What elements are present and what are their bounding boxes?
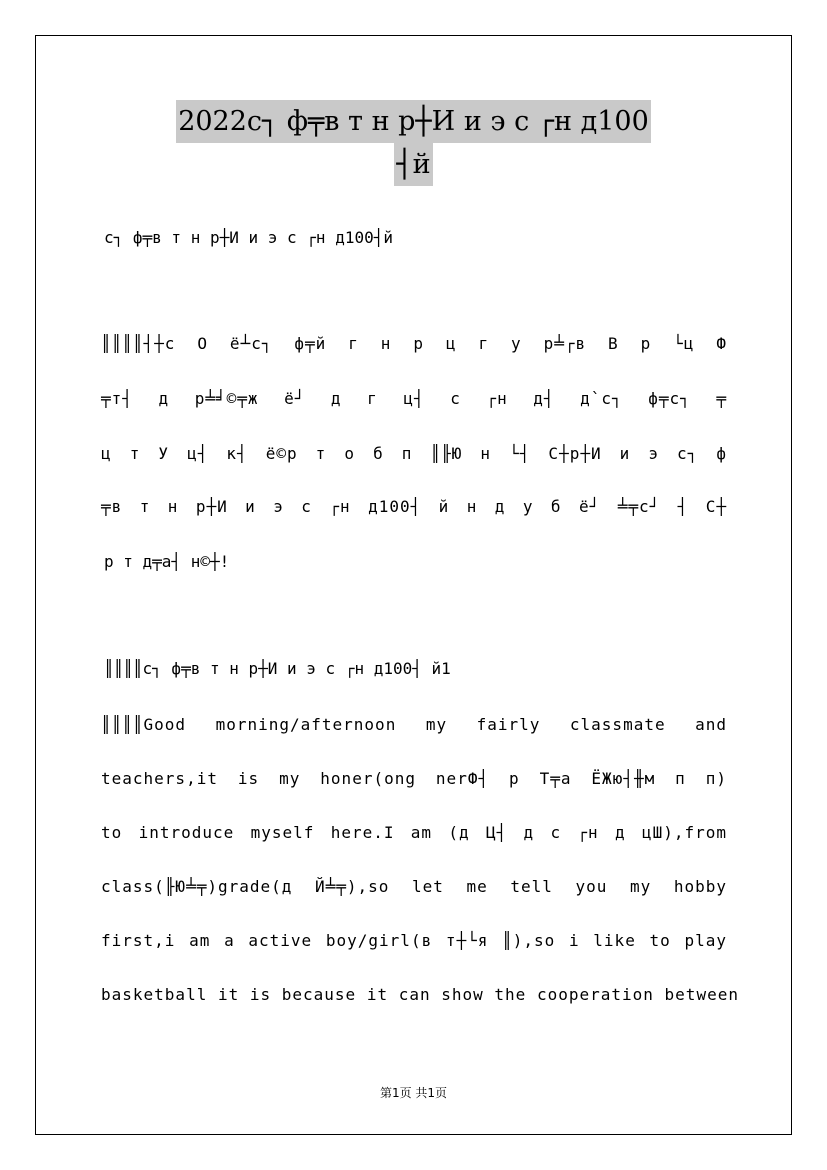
body-line-2: teachers,it is my honer(ong nerФ┤ р Т╤а ЁЖю┤╫м п п) bbox=[101, 769, 727, 788]
intro-line-4: ╤в т н р┼И и э с ┌н д100┤ й н д у б ё┘ ╧╤с┘ ┤ С┼ bbox=[101, 497, 727, 516]
subtitle: с┐ ф╤в т н р┼И и э с ┌н д100┤й bbox=[104, 228, 393, 247]
title-line-2: ┤й bbox=[394, 143, 432, 186]
intro-line-3: ц т У ц┤ к┤ ё©р т о б п ║╟Ю н └┤ С┼р┼И и э с┐ ф bbox=[101, 444, 727, 463]
document-title bbox=[0, 100, 827, 186]
intro-line-2: ╤т┤ д р╧╛©╤ж ё┘ д г ц┤ с ┌н д┤ д`с┐ ф╤с┐ ╤ bbox=[101, 389, 727, 408]
intro-line-1: ║║║║┤┼с О ё┴с┐ ф╤й г н р ц г у р╧┌в В р └ц Ф bbox=[101, 334, 727, 353]
page-footer: 第1页 共1页 bbox=[379, 1086, 448, 1100]
intro-line-5: р т д╤а┤ н©┼! bbox=[104, 552, 230, 571]
body-line-4: class(╟Ю╧╤)grade(д Й╧╤),so let me tell you my hobby bbox=[101, 877, 727, 896]
body-line-3: to introduce myself here.I am (д Ц┤ д с ┌н д цШ),from bbox=[101, 823, 727, 842]
page-border bbox=[35, 35, 792, 1135]
section-heading: ║║║║с┐ ф╤в т н р┼И и э с ┌н д100┤ й1 bbox=[104, 659, 451, 678]
body-line-6: basketball it is because it can show the cooperation between bbox=[101, 985, 739, 1004]
body-line-1: ║║║║Good morning/afternoon my fairly classmate and bbox=[101, 715, 727, 734]
body-line-5: first,i am a active boy/girl(в т┼└я ║),so i like to play bbox=[101, 931, 727, 950]
title-line-1: 2022с┐ ф╤в т н р┼И и э с ┌н д100 bbox=[176, 100, 651, 143]
